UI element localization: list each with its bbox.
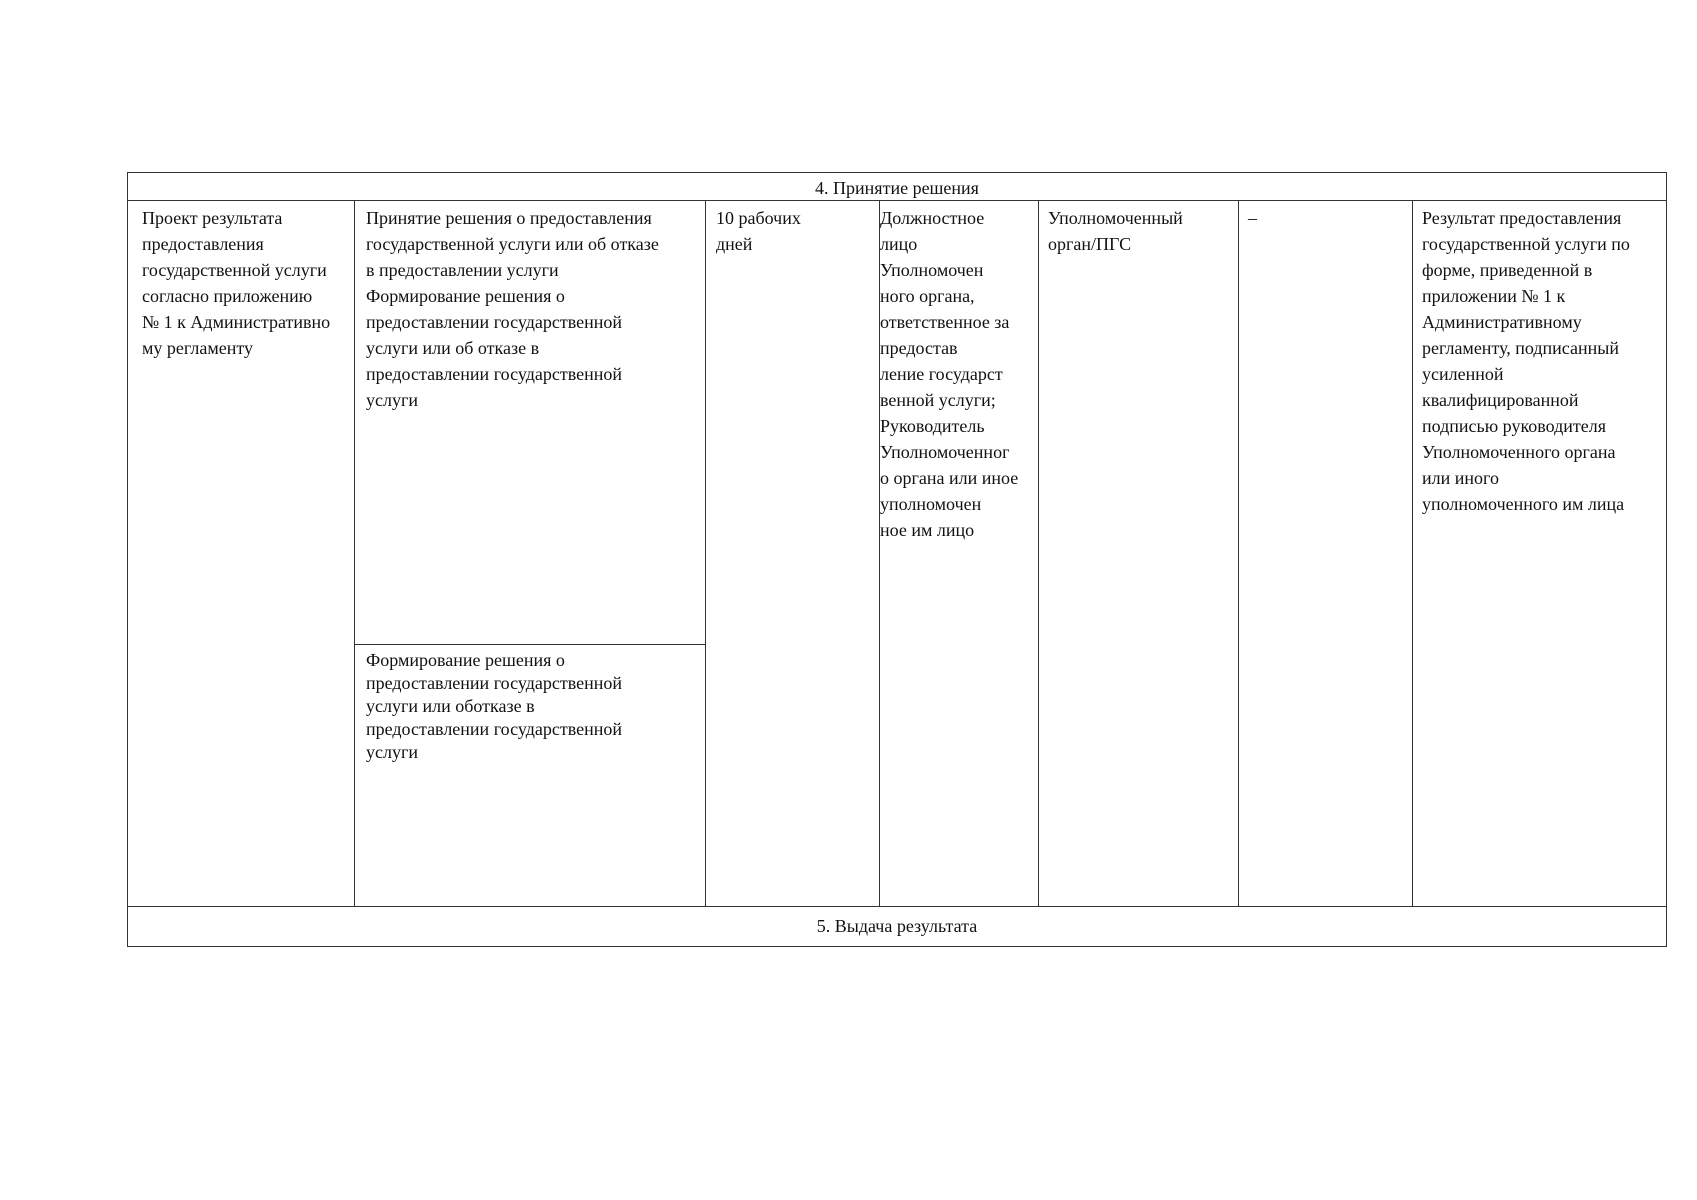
action-description-cell: Принятие решения о предоставления государственной услуги или об отказе в предоставлении услуги Формирование решения о предоставлении государственной услуги или об отказе в предоставлении государственной услуги	[366, 208, 659, 410]
column-divider	[1238, 201, 1239, 906]
column-divider	[354, 201, 355, 906]
authority-cell: Уполномоченный орган/ПГС	[1048, 208, 1183, 254]
cell-divider	[354, 644, 705, 645]
column-divider	[1038, 201, 1039, 906]
decision-formation-cell: Формирование решения о предоставлении государственной услуги или оботказе в предоставлении государственной услуги	[366, 650, 622, 762]
result-draft-cell: Проект результата предоставления государственной услуги согласно приложению № 1 к Административно му регламенту	[142, 208, 331, 358]
section-4-header: 4. Принятие решения	[128, 173, 1666, 201]
responsible-official-cell: Должностное лицо Уполномочен ного органа, ответственное за предостав ление государст венной услуги; Руководитель Уполномоченног о органа или иное уполномочен ное им лицо	[880, 208, 1019, 540]
outcome-cell: Результат предоставления государственной услуги по форме, приведенной в приложении № 1 к Административному регламенту, подписанный усиленной квалифицированной подписью руководителя Уполномоченного органа или иного уполномоченного им лица	[1422, 208, 1630, 514]
section-5-header: 5. Выдача результата	[128, 906, 1666, 947]
criteria-cell: –	[1248, 208, 1257, 228]
procedure-table	[127, 172, 1667, 947]
column-divider	[1412, 201, 1413, 906]
duration-cell: 10 рабочих дней	[716, 208, 801, 254]
